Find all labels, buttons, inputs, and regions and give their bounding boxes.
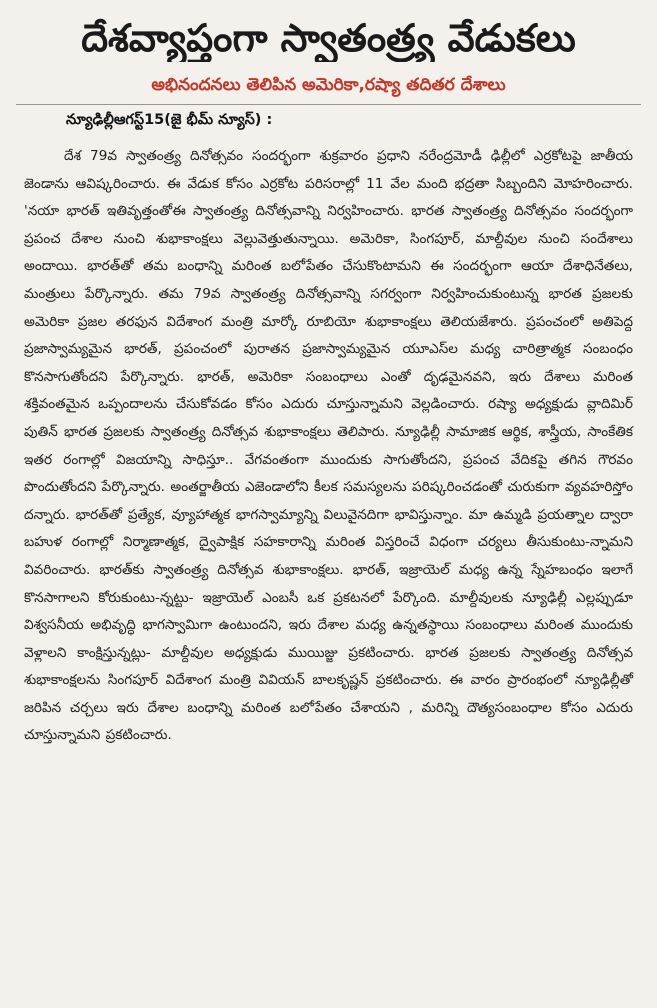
- article-dateline: న్యూఢిల్లీఆగస్ట్15(జై భీమ్ న్యూస్) :: [66, 112, 273, 128]
- header-divider: [16, 104, 641, 105]
- article-body: దేశ 79వ స్వాతంత్ర్య దినోత్సవం సందర్భంగా శుక్రవారం ప్రధాని నరేంద్రమోడీ ఢిల్లీలో ఎర్రకోటపై జాతీయ జెండాను ఆవిష్కరించారు. ఈ వేడుక కోసం ఎర్రకోట పరిసరాల్లో 11 వేల మంది భద్రతా సిబ్బందిని మోహరించారు. 'నయా భారత్ ఇతివృత్తంతోఈ స్వాతంత్ర్య దినోత్సవాన్ని నిర్వహించారు. భారత స్వాతంత్ర్య దినోత్సవం సందర్భంగా ప్రపంచ దేశాల నుంచి శుభాకాంక్షలు వెల్లువెత్తుతున్నాయి. అమెరికా, సింగపూర్, మాల్దీవుల నుంచి సందేశాలు అందాయి. భారత్‌తో తమ బంధాన్ని మరింత బలోపేతం చేసుకొంటామని ఈ సందర్భంగా ఆయా దేశాధినేతలు, మంత్రులు పేర్కొన్నారు. తమ 79వ స్వాతంత్ర్య దినోత్సవాన్ని సగర్వంగా నిర్వహించుకుంటున్న భారత ప్రజలకు అమెరికా ప్రజల తరఫున విదేశాంగ మంత్రి మార్కో రూబియో శుభాకాంక్షలు తెలియజేశారు. ప్రపంచంలో అతిపెద్ద ప్రజాస్వామ్యమైన భారత్, ప్రపంచంలో పురాతన ప్రజాస్వామ్యమైన యూఎస్‌ల మధ్య చారిత్రాత్మక సంబంధం కొనసాగుతోందని పేర్కొన్నారు. భారత్, అమెరికా సంబంధాలు ఎంతో దృఢమైనవని, ఇరు దేశాలు మరింత శక్తివంతమైన ఒప్పందాలను చేసుకోవడం కోసం ఎదురు చూస్తున్నామని వెల్లడించారు. రష్యా అధ్యక్షుడు వ్లాదిమిర్ పుతిన్ భారత ప్రజలకు స్వాతంత్ర్య దినోత్సవ శుభాకాంక్షలు తెలిపారు. న్యూఢిల్లీ సామాజిక ఆర్థిక, శాస్త్రీయ, సాంకేతిక ఇతర రంగాల్లో విజయాన్ని సాధిస్తూ.. వేగవంతంగా ముందుకు సాగుతోందని, ప్రపంచ వేదికపై తగిన గౌరవం పొందుతోందని పేర్కొన్నారు. అంతర్జాతీయ ఎజెండాలోని కీలక సమస్యలను పరిష్కరించడంతో చురుకుగా వ్యవహరిస్తోం దన్నారు. భారత్‌తో ప్రత్యేక, వ్యూహాత్మక భాగస్వామ్యాన్ని విలువైనదిగా భావిస్తున్నాం. మా ఉమ్మడి ప్రయత్నాల ద్వారా బహుళ రంగాల్లో నిర్మాణాత్మక, ద్వైపాక్షిక సహకారాన్ని మరింత విస్తరించే విధంగా చర్యలు తీసుకుంటు-న్నామని వివరించారు. భారత్‌కు స్వాతంత్ర్య దినోత్సవ శుభాకాంక్షలు. భారత్, ఇజ్రాయెల్ మధ్య ఉన్న స్నేహబంధం ఇలాగే కొనసాగాలని కోరుకుంటు-న్నట్టు- ఇజ్రాయెల్ ఎంబసీ ఒక ప్రకటనలో పేర్కొంది. మాల్దీవులకు న్యూఢిల్లీ ఎల్లప్పుడూ విశ్వసనీయ అభివృద్ధి భాగస్వామిగా ఉంటుందని, ఇరు దేశాల మధ్య ఉన్నతస్థాయి సంబంధాలు మరింత ముందుకు వెళ్లాలని కాంక్షిస్తున్నట్లు- మాల్దీవుల అధ్యక్షుడు ముయిజ్జు ప్రకటించారు. భారత ప్రజలకు స్వాతంత్ర్య దినోత్సవ శుభాకాంక్షలను సింగపూర్ విదేశాంగ మంత్రి వివియన్ బాలకృష్ణన్ ప్రకటించారు. ఈ వారం ప్రారంభంలో న్యూఢిల్లీతో జరిపిన చర్చలు ఇరు దేశాల బంధాన్ని మరింత బలోపేతం చేశాయని , మరిన్ని దౌత్యసంబంధాల కోసం ఎదురు చూస్తున్నామని ప్రకటించారు.: [24, 148, 633, 744]
- article-headline: దేశవ్యాప్తంగా స్వాతంత్ర్య వేడుకలు: [81, 16, 576, 60]
- article-subheadline: అభినందనలు తెలిపిన అమెరికా,రష్యా తదితర దేశాలు: [151, 75, 506, 95]
